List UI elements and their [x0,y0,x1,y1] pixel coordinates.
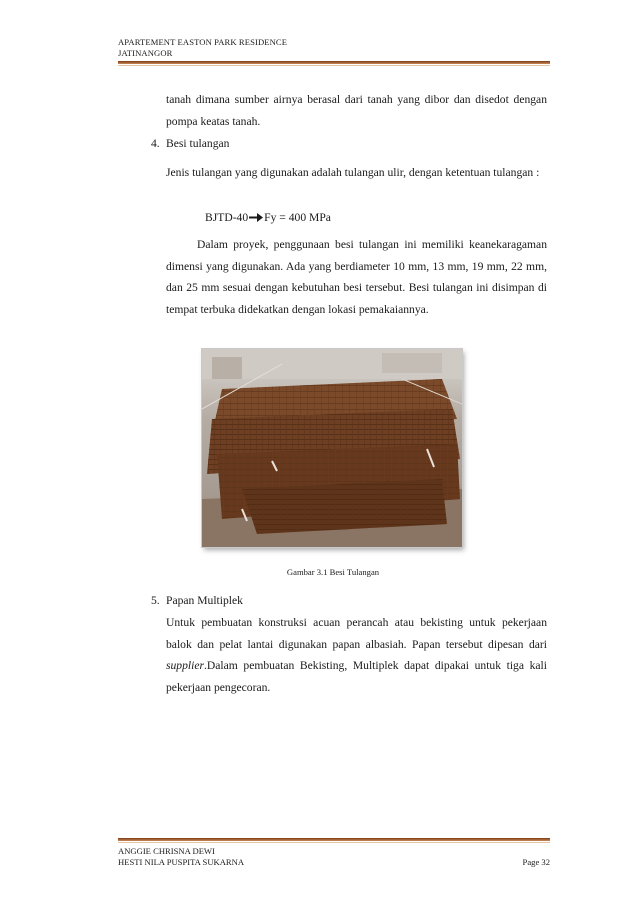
header-rule [118,61,550,64]
footer-author-2: HESTI NILA PUSPITA SUKARNA [118,857,245,867]
item-5-paragraph [166,612,547,698]
item-4-number: 4. [151,137,160,150]
item-5-text-a: Untuk pembuatan konstruksi acuan perancah atau bekisting untuk pekerjaan balok dan pelat lantai digunakan papan albasiah. Papan tersebut dipesan dari [166,616,547,651]
item-4-title: Besi tulangan [166,137,230,150]
item-5-text-b: .Dalam pembuatan Bekisting, Multiplek dapat dipakai untuk tiga kali pekerjaan pengecoran. [166,659,547,694]
item-4-paragraph-1: Jenis tulangan yang digunakan adalah tulangan ulir, dengan ketentuan tulangan : [166,166,540,179]
arrow-right-icon [249,212,263,223]
item-4-paragraph-2: Dalam proyek, penggunaan besi tulangan ini memiliki keanekaragaman dimensi yang digunakan. Ada yang berdiameter 10 mm, 13 mm, 19 mm, 22 mm, dan 25 mm sesuai dengan kebutuhan besi tersebut. Besi tulangan ini disimpan di tempat terbuka didekatkan dengan lokasi pemakaiannya. [166,238,547,316]
figure-caption: Gambar 3.1 Besi Tulangan [286,567,380,577]
item-5-number: 5. [151,594,160,607]
steel-grade-formula [205,211,331,224]
page-header [118,37,550,59]
formula-grade: BJTD-40 [205,211,249,224]
intro-paragraph: tanah dimana sumber airnya berasal dari tanah yang dibor dan disedot dengan pompa keatas tanah. [166,93,547,128]
footer-rule-thin [118,842,550,843]
rebar-photo [202,349,462,547]
footer-authors [118,846,244,868]
item-5-text-italic: supplier [166,659,205,672]
footer-author-1: ANGGIE CHRISNA DEWI [118,846,215,856]
header-title: APARTEMENT EASTON PARK RESIDENCE [118,37,288,47]
header-location: JATINANGOR [118,48,173,58]
page-number: Page 32 [522,857,550,867]
header-rule-thin [118,65,550,66]
footer-rule [118,838,550,841]
rebar-photo-image [202,349,462,547]
formula-yield: Fy = 400 MPa [264,211,331,224]
item-5-title: Papan Multiplek [166,594,243,607]
